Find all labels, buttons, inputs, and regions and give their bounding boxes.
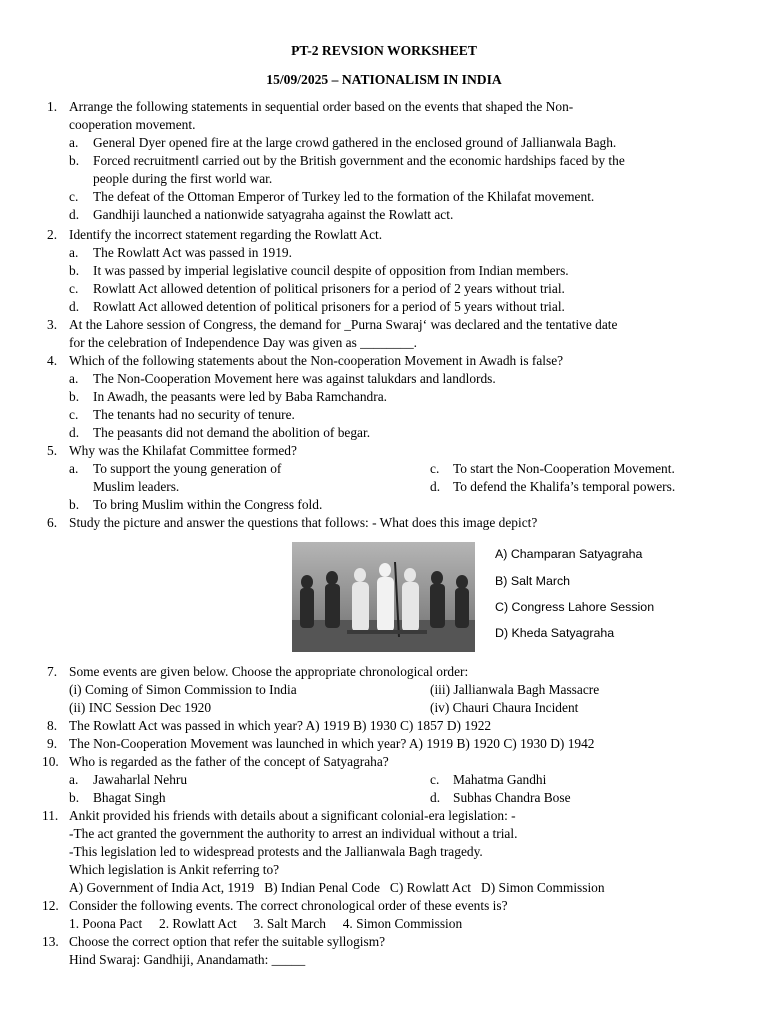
option-text: The Non-Cooperation Movement here was against talukdars and landlords. [93, 371, 496, 386]
option-letter: c. [430, 772, 440, 787]
question-text: Why was the Khilafat Committee formed? [69, 443, 297, 458]
option-letter: b. [69, 389, 80, 404]
question-text: Which of the following statements about the Non-cooperation Movement in Awadh is false? [69, 353, 564, 368]
option-text: General Dyer opened fire at the large crowd gathered in the enclosed ground of Jallianwala Bagh. [93, 135, 617, 150]
question-number: 1. [47, 99, 58, 114]
option-text: Muslim leaders. [93, 479, 180, 494]
option-text: Mahatma Gandhi [453, 772, 547, 787]
question-text: Some events are given below. Choose the appropriate chronological order: [69, 664, 469, 679]
event-item: (iii) Jallianwala Bagh Massacre [430, 682, 600, 697]
option-text: Subhas Chandra Bose [453, 790, 571, 805]
option-letter: c. [430, 461, 440, 476]
option-letter: d. [69, 299, 80, 314]
question-text: Choose the correct option that refer the suitable syllogism? [69, 934, 386, 949]
option-text: The defeat of the Ottoman Emperor of Turkey led to the formation of the Khilafat movement. [93, 189, 595, 204]
option-text: Bhagat Singh [93, 790, 166, 805]
option-letter: a. [69, 135, 79, 150]
question-text: The Rowlatt Act was passed in which year? A) 1919 B) 1930 C) 1857 D) 1922 [69, 718, 492, 733]
question-text: cooperation movement. [69, 117, 196, 132]
option-text: To bring Muslim within the Congress fold. [93, 497, 323, 512]
option-letter: d. [69, 207, 80, 222]
option-text: Rowlatt Act allowed detention of political prisoners for a period of 5 years without trial. [93, 299, 565, 314]
question-text: Hind Swaraj: Gandhiji, Anandamath: _____ [69, 952, 306, 967]
question-text: Study the picture and answer the questions that follows: - What does this image depict? [69, 515, 538, 530]
question-number: 11. [42, 808, 59, 823]
question-text: Identify the incorrect statement regarding the Rowlatt Act. [69, 227, 383, 242]
question-number: 4. [47, 353, 58, 368]
question-text: Which legislation is Ankit referring to? [69, 862, 280, 877]
question-number: 6. [47, 515, 58, 530]
option-text: Jawaharlal Nehru [93, 772, 188, 787]
question-number: 3. [47, 317, 58, 332]
question-number: 10. [42, 754, 59, 769]
picture-option-a: A) Champaran Satyagraha [495, 547, 643, 561]
question-text: Arrange the following statements in sequential order based on the events that shaped the Non- [69, 99, 574, 114]
option-text: The Rowlatt Act was passed in 1919. [93, 245, 292, 260]
option-letter: b. [69, 497, 80, 512]
question-number: 5. [47, 443, 58, 458]
option-text: people during the first world war. [93, 171, 273, 186]
option-text: To start the Non-Cooperation Movement. [453, 461, 675, 476]
option-letter: b. [69, 153, 80, 168]
question-text: The Non-Cooperation Movement was launched in which year? A) 1919 B) 1920 C) 1930 D) 1942 [69, 736, 595, 751]
worksheet-title: PT-2 REVSION WORKSHEET [291, 43, 477, 58]
option-text: To defend the Khalifa’s temporal powers. [453, 479, 676, 494]
picture-option-d: D) Kheda Satyagraha [495, 626, 615, 640]
question-number: 2. [47, 227, 58, 242]
option-letter: a. [69, 245, 79, 260]
option-text: Gandhiji launched a nationwide satyagraha against the Rowlatt act. [93, 207, 454, 222]
option-letter: a. [69, 772, 79, 787]
event-item: (iv) Chauri Chaura Incident [430, 700, 579, 715]
option-letter: b. [69, 263, 80, 278]
option-letter: a. [69, 371, 79, 386]
option-letter: c. [69, 281, 79, 296]
option-text: Rowlatt Act allowed detention of political prisoners for a period of 2 years without trial. [93, 281, 565, 296]
question-text: -The act granted the government the authority to arrest an individual without a trial. [69, 826, 518, 841]
event-list: 1. Poona Pact 2. Rowlatt Act 3. Salt March 4. Simon Commission [69, 916, 463, 931]
question-text: for the celebration of Independence Day was given as ________. [69, 335, 418, 350]
question-text: -This legislation led to widespread protests and the Jallianwala Bagh tragedy. [69, 844, 483, 859]
option-letter: d. [430, 790, 441, 805]
option-text: The tenants had no security of tenure. [93, 407, 295, 422]
option-letter: d. [69, 425, 80, 440]
option-text: In Awadh, the peasants were led by Baba Ramchandra. [93, 389, 388, 404]
option-text: The peasants did not demand the abolition of begar. [93, 425, 371, 440]
option-text: Forced recruitment‖ carried out by the British government and the economic hardships faced by the [93, 153, 625, 168]
option-letter: a. [69, 461, 79, 476]
option-text: It was passed by imperial legislative council despite of opposition from Indian members. [93, 263, 569, 278]
option-letter: d. [430, 479, 441, 494]
option-text: To support the young generation of [93, 461, 282, 476]
event-item: (ii) INC Session Dec 1920 [69, 700, 212, 715]
question-number: 9. [47, 736, 58, 751]
worksheet-subtitle: 15/09/2025 – NATIONALISM IN INDIA [266, 72, 502, 87]
question-number: 8. [47, 718, 58, 733]
question-text: Consider the following events. The correct chronological order of these events is? [69, 898, 508, 913]
answer-options: A) Government of India Act, 1919 B) Indian Penal Code C) Rowlatt Act D) Simon Commission [69, 880, 605, 895]
question-number: 7. [47, 664, 58, 679]
option-letter: c. [69, 407, 79, 422]
picture-option-c: C) Congress Lahore Session [495, 600, 655, 614]
picture-option-b: B) Salt March [495, 574, 571, 588]
question-number: 12. [42, 898, 59, 913]
option-letter: b. [69, 790, 80, 805]
photo-illustration [292, 542, 475, 652]
question-text: Who is regarded as the father of the concept of Satyagraha? [69, 754, 389, 769]
question-text: At the Lahore session of Congress, the demand for _Purna Swaraj‘ was declared and the tentative date [69, 317, 618, 332]
salt-march-photo [292, 542, 475, 652]
question-text: Ankit provided his friends with details about a significant colonial-era legislation: - [69, 808, 516, 823]
event-item: (i) Coming of Simon Commission to India [69, 682, 297, 697]
option-letter: c. [69, 189, 79, 204]
question-number: 13. [42, 934, 59, 949]
